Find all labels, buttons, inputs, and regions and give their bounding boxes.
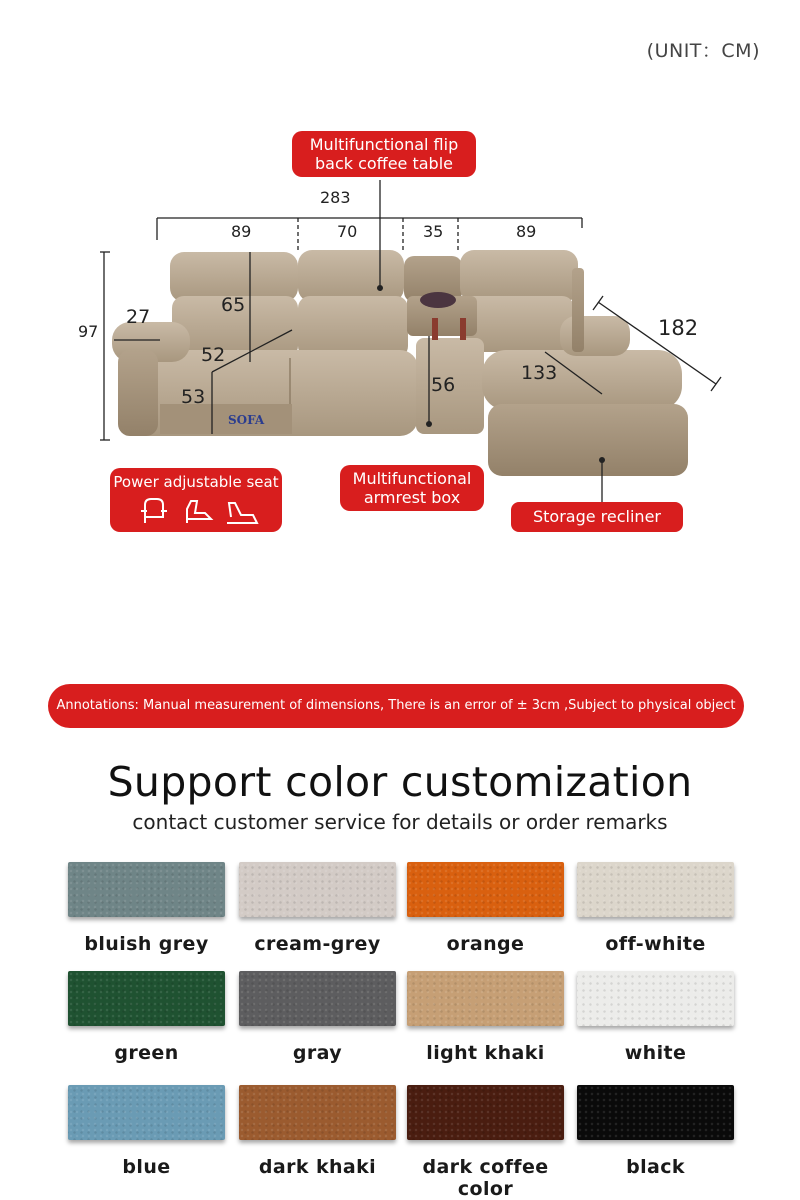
color-option[interactable] — [68, 971, 225, 1064]
dim-seat-height: 53 — [181, 386, 206, 408]
color-option[interactable] — [407, 862, 564, 955]
dim-total-width: 283 — [320, 188, 351, 207]
color-swatch[interactable] — [68, 1085, 225, 1140]
color-swatch-label: green — [114, 1042, 179, 1064]
callout-storage-recliner: Storage recliner — [511, 502, 683, 532]
color-swatch[interactable] — [407, 971, 564, 1026]
color-swatch[interactable] — [577, 971, 734, 1026]
dim-chaise-length: 182 — [658, 316, 699, 340]
color-option[interactable] — [239, 1085, 396, 1178]
color-option[interactable] — [239, 862, 396, 955]
color-option[interactable] — [577, 1085, 734, 1178]
dim-seat-depth: 52 — [201, 344, 226, 366]
color-swatch[interactable] — [577, 862, 734, 917]
color-swatch-label: cream-grey — [254, 933, 381, 955]
color-option[interactable] — [577, 862, 734, 955]
section-subheading: contact customer service for details or order remarks — [132, 810, 668, 834]
dim-height: 97 — [78, 322, 99, 341]
color-swatch[interactable] — [68, 862, 225, 917]
color-swatch-label: off-white — [605, 933, 706, 955]
color-swatch[interactable] — [239, 862, 396, 917]
dim-seat-middle: 70 — [337, 222, 358, 241]
dim-back-height: 65 — [221, 294, 246, 316]
color-option[interactable] — [407, 1085, 564, 1200]
dim-seat-right: 89 — [516, 222, 537, 241]
color-swatch[interactable] — [68, 971, 225, 1026]
sofa-illustration — [112, 250, 688, 476]
dim-console: 35 — [423, 222, 444, 241]
color-swatch-label: dark khaki — [258, 1156, 377, 1178]
color-swatch[interactable] — [407, 862, 564, 917]
color-swatch-label: black — [626, 1156, 685, 1178]
callout-power-seat — [110, 468, 282, 532]
callout-flip-table: Multifunctional flip back coffee table — [292, 131, 476, 177]
color-swatch-label: orange — [446, 933, 525, 955]
color-swatch-label: bluish grey — [84, 933, 209, 955]
dim-armrest-height: 56 — [431, 374, 456, 396]
callout-power-seat-label: Power adjustable seat — [113, 473, 279, 491]
recliner-positions-icon — [131, 495, 261, 527]
color-swatch-label: gray — [292, 1042, 343, 1064]
color-option[interactable] — [407, 971, 564, 1064]
color-swatch-label: blue — [122, 1156, 171, 1178]
dim-chaise-width: 133 — [521, 362, 558, 384]
color-swatch[interactable] — [239, 1085, 396, 1140]
section-heading: Support color customization — [107, 758, 693, 806]
color-swatch-label: white — [624, 1042, 687, 1064]
sofa-brand-label: SOFA — [228, 413, 265, 427]
color-option[interactable] — [68, 1085, 225, 1178]
unit-label: (UNIT：CM) — [646, 40, 760, 62]
color-swatch-label: dark coffee color — [422, 1156, 549, 1200]
color-option[interactable] — [577, 971, 734, 1064]
color-option[interactable] — [239, 971, 396, 1064]
color-swatch-label: light khaki — [426, 1042, 545, 1064]
color-swatch[interactable] — [577, 1085, 734, 1140]
measurement-notice: Annotations: Manual measurement of dimensions, There is an error of ± 3cm ,Subject to physical object — [48, 684, 744, 728]
dim-arm-width: 27 — [126, 306, 151, 328]
color-swatch[interactable] — [407, 1085, 564, 1140]
callout-armrest-box: Multifunctional armrest box — [340, 465, 484, 511]
color-option[interactable] — [68, 862, 225, 955]
color-swatch[interactable] — [239, 971, 396, 1026]
dim-seat-left: 89 — [231, 222, 252, 241]
